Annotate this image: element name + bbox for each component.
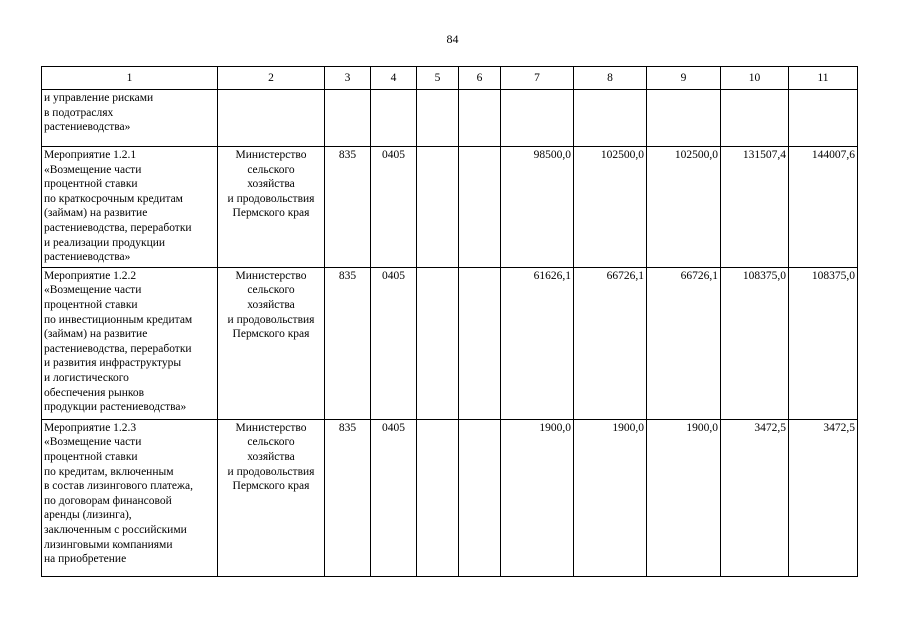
col-header-8: 8 (574, 67, 647, 90)
code-cell (459, 419, 501, 576)
amount-cell: 1900,0 (647, 419, 721, 576)
table-row (42, 267, 858, 419)
amount-cell: 66726,1 (647, 267, 721, 419)
col-header-9: 9 (647, 67, 721, 90)
code-cell: 835 (325, 419, 371, 576)
amount-cell: 66726,1 (574, 267, 647, 419)
amount-cell (721, 90, 789, 147)
amount-cell: 3472,5 (789, 419, 858, 576)
amount-cell: 102500,0 (574, 147, 647, 268)
code-cell (417, 419, 459, 576)
header-row (42, 67, 858, 90)
col-header-1: 1 (42, 67, 218, 90)
amount-cell: 131507,4 (721, 147, 789, 268)
measure-name-cell: Мероприятие 1.2.2 «Возмещение части процентной ставки по инвестиционным кредитам (займам) на развитие растениеводства, переработки и развития инфраструктуры и логистического обеспечения рынков продукции растениеводства» (42, 267, 218, 419)
measure-name-cell: Мероприятие 1.2.1 «Возмещение части процентной ставки по краткосрочным кредитам (займам) на развитие растениеводства, переработки и реализации продукции растениеводства» (42, 147, 218, 268)
code-cell (417, 90, 459, 147)
code-cell (371, 90, 417, 147)
executor-cell (218, 90, 325, 147)
table-row (42, 419, 858, 576)
col-header-6: 6 (459, 67, 501, 90)
col-header-2: 2 (218, 67, 325, 90)
measure-name-cell: и управление рисками в подотраслях растениеводства» (42, 90, 218, 147)
amount-cell (574, 90, 647, 147)
code-cell (459, 267, 501, 419)
code-cell: 0405 (371, 267, 417, 419)
table-row (42, 147, 858, 268)
amount-cell (501, 90, 574, 147)
amount-cell: 108375,0 (789, 267, 858, 419)
program-table (41, 66, 858, 577)
amount-cell: 3472,5 (721, 419, 789, 576)
code-cell: 835 (325, 267, 371, 419)
col-header-10: 10 (721, 67, 789, 90)
col-header-11: 11 (789, 67, 858, 90)
amount-cell: 144007,6 (789, 147, 858, 268)
amount-cell (789, 90, 858, 147)
col-header-3: 3 (325, 67, 371, 90)
executor-cell: Министерство сельского хозяйства и продовольствия Пермского края (218, 147, 325, 268)
amount-cell: 1900,0 (501, 419, 574, 576)
amount-cell: 1900,0 (574, 419, 647, 576)
code-cell (325, 90, 371, 147)
code-cell (417, 147, 459, 268)
col-header-7: 7 (501, 67, 574, 90)
executor-cell: Министерство сельского хозяйства и продовольствия Пермского края (218, 267, 325, 419)
col-header-5: 5 (417, 67, 459, 90)
amount-cell: 102500,0 (647, 147, 721, 268)
executor-cell: Министерство сельского хозяйства и продовольствия Пермского края (218, 419, 325, 576)
amount-cell: 108375,0 (721, 267, 789, 419)
code-cell (459, 147, 501, 268)
code-cell: 835 (325, 147, 371, 268)
page-number: 84 (446, 32, 459, 46)
col-header-4: 4 (371, 67, 417, 90)
amount-cell: 61626,1 (501, 267, 574, 419)
amount-cell: 98500,0 (501, 147, 574, 268)
code-cell (459, 90, 501, 147)
code-cell: 0405 (371, 419, 417, 576)
amount-cell (647, 90, 721, 147)
code-cell (417, 267, 459, 419)
code-cell: 0405 (371, 147, 417, 268)
table-row (42, 90, 858, 147)
measure-name-cell: Мероприятие 1.2.3 «Возмещение части процентной ставки по кредитам, включенным в состав лизингового платежа, по договорам финансовой аренды (лизинга), заключенным с российскими лизинговыми компаниями на приобретение (42, 419, 218, 576)
